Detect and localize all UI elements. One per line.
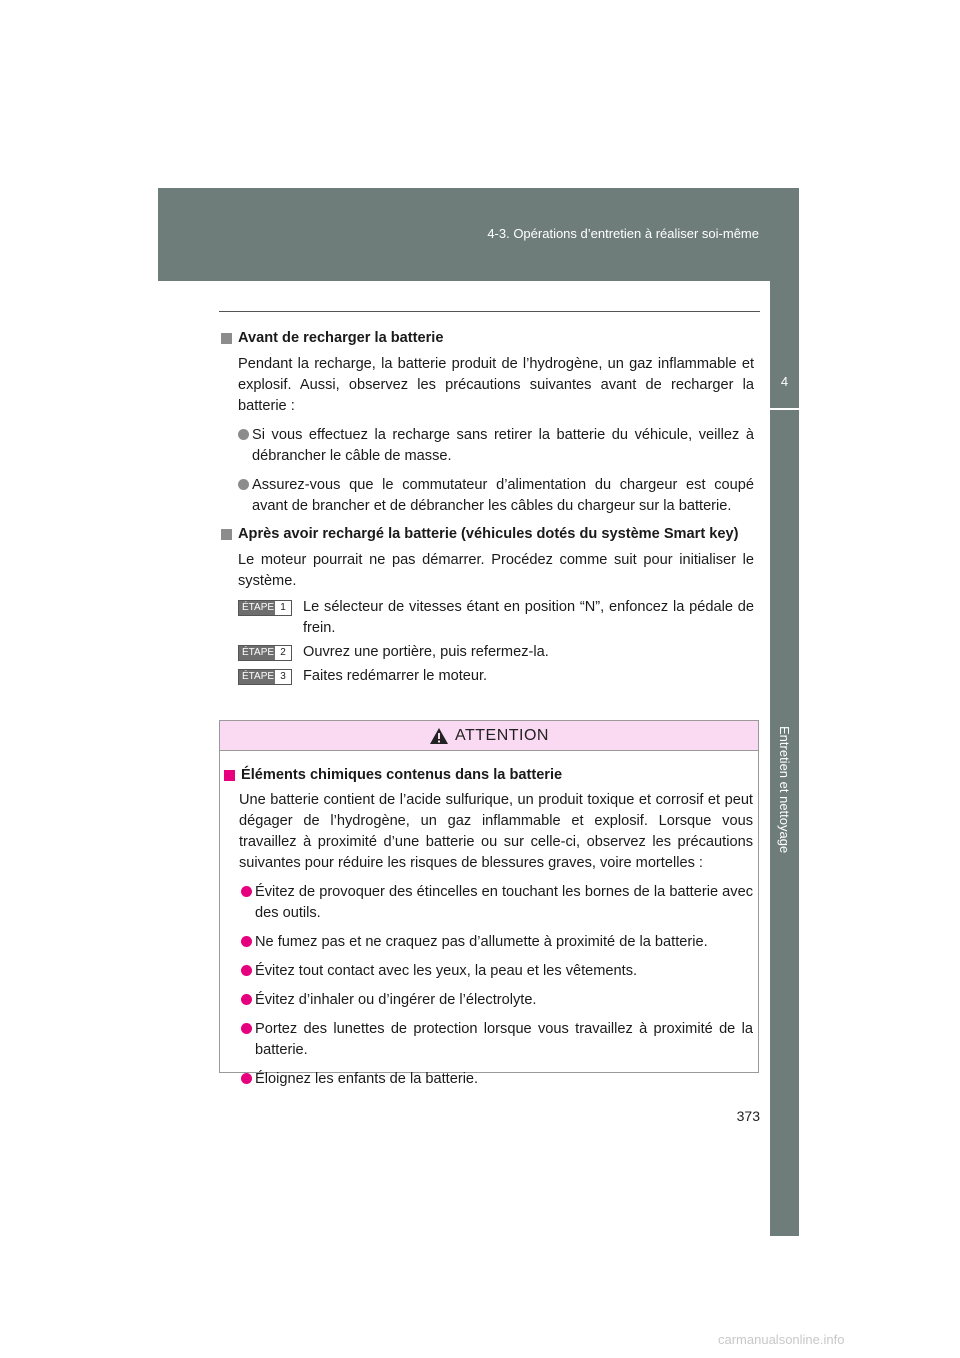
step-badge: ÉTAPE 3 bbox=[238, 669, 292, 685]
section-title: 4-3. Opérations d’entretien à réaliser soi-même bbox=[487, 226, 759, 241]
section-intro: Le moteur pourrait ne pas démarrer. Procédez comme suit pour initialiser le système. bbox=[238, 552, 754, 589]
main-content bbox=[221, 328, 754, 687]
warning-intro: Une batterie contient de l’acide sulfurique, un produit toxique et corrosif et peut dégager de l’hydrogène, un gaz inflammable et explosif. Lorsque vous travaillez à proximité d’une batterie ou sur celle-ci, observez les précautions suivantes pour réduire les risques de blessures graves, voire mortelles : bbox=[239, 792, 753, 871]
warning-title: ATTENTION bbox=[455, 726, 549, 744]
step-badge: ÉTAPE 1 bbox=[238, 600, 292, 616]
circle-bullet-icon bbox=[238, 479, 249, 490]
step-item bbox=[238, 597, 754, 639]
list-item: Éloignez les enfants de la batterie. bbox=[255, 1069, 753, 1090]
top-divider bbox=[219, 311, 760, 312]
circle-bullet-icon bbox=[238, 429, 249, 440]
warning-body bbox=[220, 751, 758, 1090]
step-text: Faites redémarrer le moteur. bbox=[303, 668, 488, 684]
list-item: Évitez tout contact avec les yeux, la peau et les vêtements. bbox=[255, 961, 753, 982]
watermark: carmanualsonline.info bbox=[718, 1332, 845, 1347]
section-heading-before-charging: Avant de recharger la batterie bbox=[221, 328, 754, 349]
list-item: Évitez de provoquer des étincelles en touchant les bornes de la batterie avec des outils. bbox=[255, 882, 753, 924]
chapter-side-tab bbox=[770, 281, 799, 1236]
list-item: Évitez d’inhaler ou d’ingérer de l’électrolyte. bbox=[255, 990, 753, 1011]
circle-bullet-icon bbox=[241, 886, 252, 897]
chapter-number: 4 bbox=[780, 374, 789, 389]
header-band bbox=[158, 188, 799, 281]
circle-bullet-icon bbox=[241, 1073, 252, 1084]
chapter-label: Entretien et nettoyage bbox=[777, 726, 792, 854]
step-text: Ouvrez une portière, puis refermez-la. bbox=[303, 644, 549, 660]
warning-triangle-icon bbox=[429, 727, 449, 745]
square-bullet-icon bbox=[224, 770, 235, 781]
page-number: 373 bbox=[736, 1108, 760, 1124]
step-item bbox=[238, 642, 754, 663]
chapter-separator bbox=[770, 408, 799, 410]
list-item: Si vous effectuez la recharge sans retirer la batterie du véhicule, veillez à débrancher le câble de masse. bbox=[252, 425, 754, 467]
warning-header bbox=[220, 721, 758, 751]
section-intro: Pendant la recharge, la batterie produit de l’hydrogène, un gaz inflammable et explosif. Aussi, observez les précautions suivantes avant de recharger la batterie : bbox=[238, 356, 754, 414]
step-badge: ÉTAPE 2 bbox=[238, 645, 292, 661]
circle-bullet-icon bbox=[241, 936, 252, 947]
list-item: Ne fumez pas et ne craquez pas d’allumette à proximité de la batterie. bbox=[255, 932, 753, 953]
step-text: Le sélecteur de vitesses étant en position “N”, enfoncez la pédale de frein. bbox=[303, 599, 754, 636]
list-item: Assurez-vous que le commutateur d’alimentation du chargeur est coupé avant de brancher et de débrancher les câbles du chargeur sur la batterie. bbox=[252, 475, 754, 517]
step-item bbox=[238, 666, 754, 687]
circle-bullet-icon bbox=[241, 1023, 252, 1034]
section-heading-after-charging: Après avoir rechargé la batterie (véhicules dotés du système Smart key) bbox=[221, 524, 754, 545]
circle-bullet-icon bbox=[241, 994, 252, 1005]
list-item: Portez des lunettes de protection lorsque vous travaillez à proximité de la batterie. bbox=[255, 1019, 753, 1061]
warning-heading: Éléments chimiques contenus dans la batterie bbox=[224, 765, 753, 786]
square-bullet-icon bbox=[221, 333, 232, 344]
square-bullet-icon bbox=[221, 529, 232, 540]
warning-box bbox=[219, 720, 759, 1087]
circle-bullet-icon bbox=[241, 965, 252, 976]
